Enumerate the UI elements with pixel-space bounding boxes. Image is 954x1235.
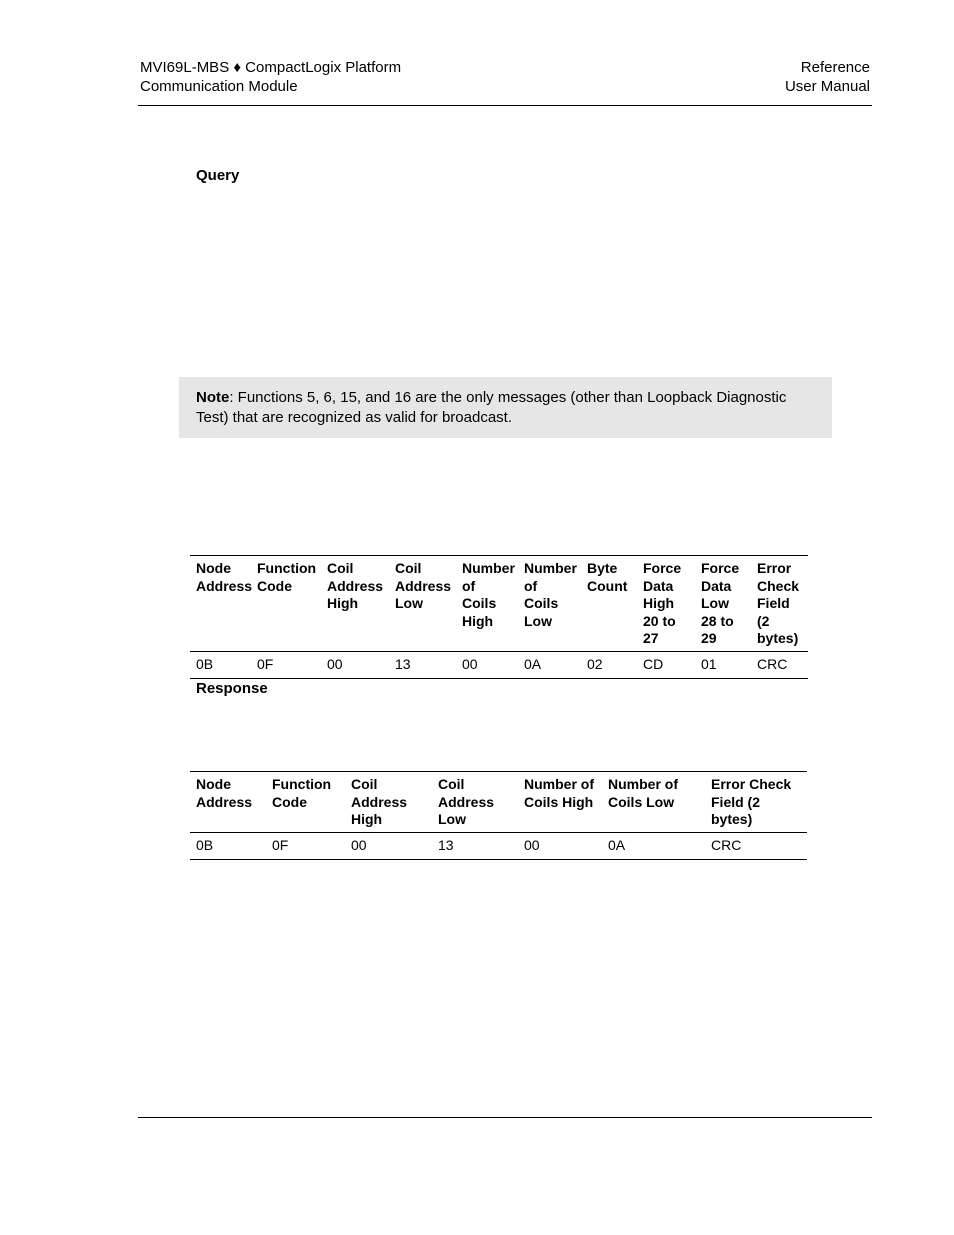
header-rule <box>138 105 872 106</box>
table-row <box>190 651 808 679</box>
col-header: Coil Address High <box>351 776 408 827</box>
table-cell: 02 <box>587 655 603 672</box>
table-cell: 13 <box>395 655 411 672</box>
table-cell: CRC <box>711 836 742 853</box>
table-row <box>190 832 807 860</box>
table-cell: 00 <box>327 655 343 672</box>
table-cell: 0B <box>196 655 214 672</box>
table-cell: CD <box>643 655 664 672</box>
col-header: Coil Address High <box>327 560 384 611</box>
table-cell: 0A <box>524 655 542 672</box>
note-text: : Functions 5, 6, 15, and 16 are the only messages (other than Loopback Diagnostic Test) that are recognized as valid for broadcast. <box>196 389 787 426</box>
response-heading: Response <box>196 680 268 697</box>
table-cell: 0F <box>257 655 274 672</box>
header-product-title: MVI69L-MBS ♦ CompactLogix Platform <box>140 59 402 76</box>
col-header: Number of Coils Low <box>524 560 577 629</box>
table-cell: CRC <box>757 655 788 672</box>
col-header: Number of Coils Low <box>608 776 678 810</box>
col-header: Error Check Field (2 bytes) <box>757 560 800 646</box>
table-cell: 13 <box>438 836 454 853</box>
response-table-header-row <box>190 772 807 833</box>
col-header: Number of Coils High <box>462 560 515 629</box>
footer-rule <box>138 1117 872 1118</box>
col-header: Force Data Low 28 to 29 <box>701 560 740 646</box>
col-header: Function Code <box>257 560 317 594</box>
table-cell: 0F <box>272 836 289 853</box>
col-header: Node Address <box>196 560 253 594</box>
note-label: Note <box>196 389 230 406</box>
table-cell: 01 <box>701 655 717 672</box>
header-doc-type: User Manual <box>784 78 870 95</box>
col-header: Error Check Field (2 bytes) <box>711 776 792 827</box>
col-header: Coil Address Low <box>395 560 452 611</box>
table-cell: 00 <box>524 836 540 853</box>
col-header: Function Code <box>272 776 332 810</box>
col-header: Force Data High 20 to 27 <box>643 560 682 646</box>
col-header: Coil Address Low <box>438 776 495 827</box>
header-product-subtitle: Communication Module <box>140 78 298 95</box>
col-header: Byte Count <box>587 560 628 594</box>
query-table <box>190 555 808 679</box>
col-header: Node Address <box>196 776 253 810</box>
note-box <box>179 377 832 438</box>
col-header: Number of Coils High <box>524 776 594 810</box>
header-left <box>140 58 401 96</box>
response-table <box>190 771 807 860</box>
table-cell: 0A <box>608 836 626 853</box>
header-right <box>785 58 870 96</box>
table-cell: 00 <box>462 655 478 672</box>
table-cell: 0B <box>196 836 214 853</box>
table-cell: 00 <box>351 836 367 853</box>
query-heading: Query <box>196 167 240 184</box>
header-section: Reference <box>800 59 870 76</box>
query-table-header-row <box>190 556 808 652</box>
